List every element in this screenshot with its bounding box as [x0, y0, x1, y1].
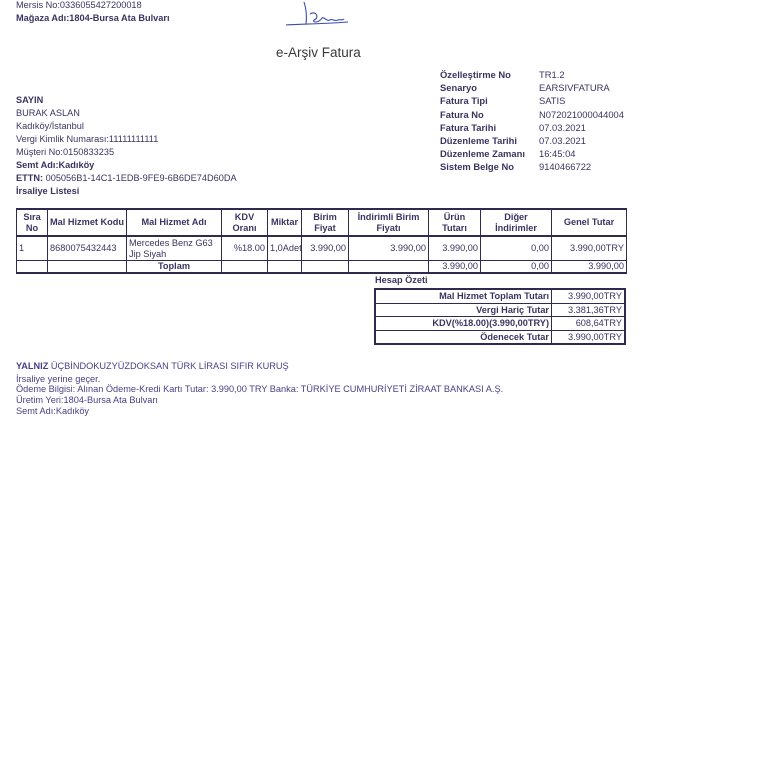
cell-kdv: %18.00 — [222, 236, 268, 261]
cell-empty — [17, 261, 48, 274]
cell-empty — [349, 261, 429, 274]
customer-address: Kadıköy/İstanbul — [16, 121, 84, 131]
yalniz-text: ÜÇBİNDOKUZYÜZDOKSAN TÜRK LİRASI SIFIR KURUŞ — [48, 361, 289, 371]
amount-in-words — [16, 360, 289, 373]
cell-empty — [302, 261, 349, 274]
waybill-list: İrsaliye Listesi — [16, 186, 80, 196]
cell-empty — [268, 261, 302, 274]
total-label: Toplam — [127, 261, 222, 274]
customer-name: BURAK ASLAN — [16, 108, 80, 118]
meta-key: Senaryo — [440, 82, 477, 94]
footer-line: Ödeme Bilgisi: Alınan Ödeme-Kredi Kartı Tutar: 3.990,00 TRY Banka: TÜRKİYE CUMHURİYETİ ZİRAAT BANKASI A.Ş. — [16, 384, 504, 394]
mersis-number: Mersis No:0336055427200018 — [16, 0, 142, 10]
document-title: e-Arşiv Fatura — [276, 45, 361, 60]
footer-line: Üretim Yeri:1804-Bursa Ata Bulvarı — [16, 395, 158, 405]
customer-tax-id: Vergi Kimlik Numarası:11111111111 — [16, 134, 159, 144]
summary-row — [375, 289, 625, 303]
col-header-birim-fiyat: Birim Fiyat — [302, 209, 349, 236]
summary-key: KDV(%18.00)(3.990,00TRY) — [375, 317, 552, 331]
customer-number: Müşteri No:0150833235 — [16, 147, 115, 157]
ettn-label: ETTN: — [16, 173, 44, 183]
cell-sira: 1 — [17, 236, 48, 261]
ettn-value: 005056B1-14C1-1EDB-9FE9-6B6DE74D60DA — [43, 173, 237, 183]
meta-row — [440, 68, 624, 81]
col-header-miktar: Miktar — [268, 209, 302, 236]
summary-table — [374, 288, 626, 345]
meta-row — [440, 81, 624, 94]
cell-kod: 8680075432443 — [48, 236, 127, 261]
meta-value: EARSIVFATURA — [539, 82, 610, 94]
invoice-meta-table — [440, 68, 624, 174]
col-header-indirimli-fiyat: İndirimli Birim Fiyatı — [349, 209, 429, 236]
ettn-line — [16, 172, 237, 185]
meta-value: 07.03.2021 — [539, 121, 586, 133]
col-header-kod: Mal Hizmet Kodu — [48, 209, 127, 236]
signature-icon — [282, 0, 352, 30]
meta-value: 16:45:04 — [539, 148, 576, 160]
customer-heading: SAYIN — [16, 95, 44, 105]
col-header-genel-tutar: Genel Tutar — [552, 209, 627, 236]
summary-value: 3.990,00TRY — [552, 330, 626, 344]
total-diger-indirimler: 0,00 — [481, 261, 552, 274]
col-header-sira: Sıra No — [17, 209, 48, 236]
summary-row — [375, 303, 625, 317]
district-value: Kadıköy — [58, 160, 95, 170]
summary-key: Mal Hizmet Toplam Tutarı — [375, 289, 552, 303]
meta-key: Fatura No — [440, 108, 484, 120]
cell-genel-tutar: 3.990,00TRY — [552, 236, 627, 261]
cell-empty — [48, 261, 127, 274]
cell-birim-fiyat: 3.990,00 — [302, 236, 349, 261]
table-total-row — [17, 261, 627, 274]
cell-diger-indirimler: 0,00 — [481, 236, 552, 261]
summary-value: 3.381,36TRY — [552, 303, 626, 317]
summary-row — [375, 330, 625, 344]
meta-value: 9140466722 — [539, 161, 592, 173]
meta-key: Düzenleme Tarihi — [440, 135, 517, 147]
cell-urun-tutari: 3.990,00 — [429, 236, 481, 261]
district-label: Semt Adı: — [16, 160, 59, 170]
meta-value: N072021000044004 — [539, 108, 624, 120]
total-urun-tutari: 3.990,00 — [429, 261, 481, 274]
col-header-diger-indirimler: Diğer İndirimler — [481, 209, 552, 236]
table-header-row — [17, 209, 627, 236]
footer-line: Semt Adı:Kadıköy — [16, 406, 90, 416]
cell-ad: Mercedes Benz G63 Jip Siyah — [127, 236, 222, 261]
meta-key: Fatura Tipi — [440, 95, 488, 107]
summary-row — [375, 317, 625, 331]
meta-row — [440, 108, 624, 121]
store-value: 1804-Bursa Ata Bulvarı — [69, 13, 170, 23]
yalniz-label: YALNIZ — [16, 361, 49, 371]
table-row — [17, 236, 627, 261]
col-header-ad: Mal Hizmet Adı — [127, 209, 222, 236]
footer-line: İrsaliye yerine geçer. — [16, 374, 101, 384]
meta-row — [440, 160, 624, 173]
cell-empty — [222, 261, 268, 274]
meta-row — [440, 147, 624, 160]
store-label: Mağaza Adı: — [16, 13, 70, 23]
summary-heading: Hesap Özeti — [375, 275, 428, 285]
summary-key: Ödenecek Tutar — [375, 330, 552, 344]
meta-key: Özelleştirme No — [440, 69, 511, 80]
meta-row — [440, 94, 624, 107]
col-header-urun-tutari: Ürün Tutarı — [429, 209, 481, 236]
col-header-kdv: KDV Oranı — [222, 209, 268, 236]
meta-row — [440, 134, 624, 147]
meta-row — [440, 121, 624, 134]
summary-key: Vergi Hariç Tutar — [375, 303, 552, 317]
invoice-items-table — [16, 208, 627, 274]
cell-indirimli-fiyat: 3.990,00 — [349, 236, 429, 261]
total-genel-tutar: 3.990,00 — [552, 261, 627, 274]
meta-key: Düzenleme Zamanı — [440, 148, 525, 160]
store-name — [16, 12, 170, 25]
meta-value: 07.03.2021 — [539, 135, 586, 147]
meta-value: SATIS — [539, 95, 566, 107]
summary-value: 608,64TRY — [552, 317, 626, 331]
meta-key: Fatura Tarihi — [440, 121, 497, 133]
meta-key: Sistem Belge No — [440, 161, 514, 173]
customer-district — [16, 159, 94, 172]
cell-miktar: 1,0Adet — [268, 236, 302, 261]
meta-value: TR1.2 — [539, 69, 565, 80]
summary-value: 3.990,00TRY — [552, 289, 626, 303]
